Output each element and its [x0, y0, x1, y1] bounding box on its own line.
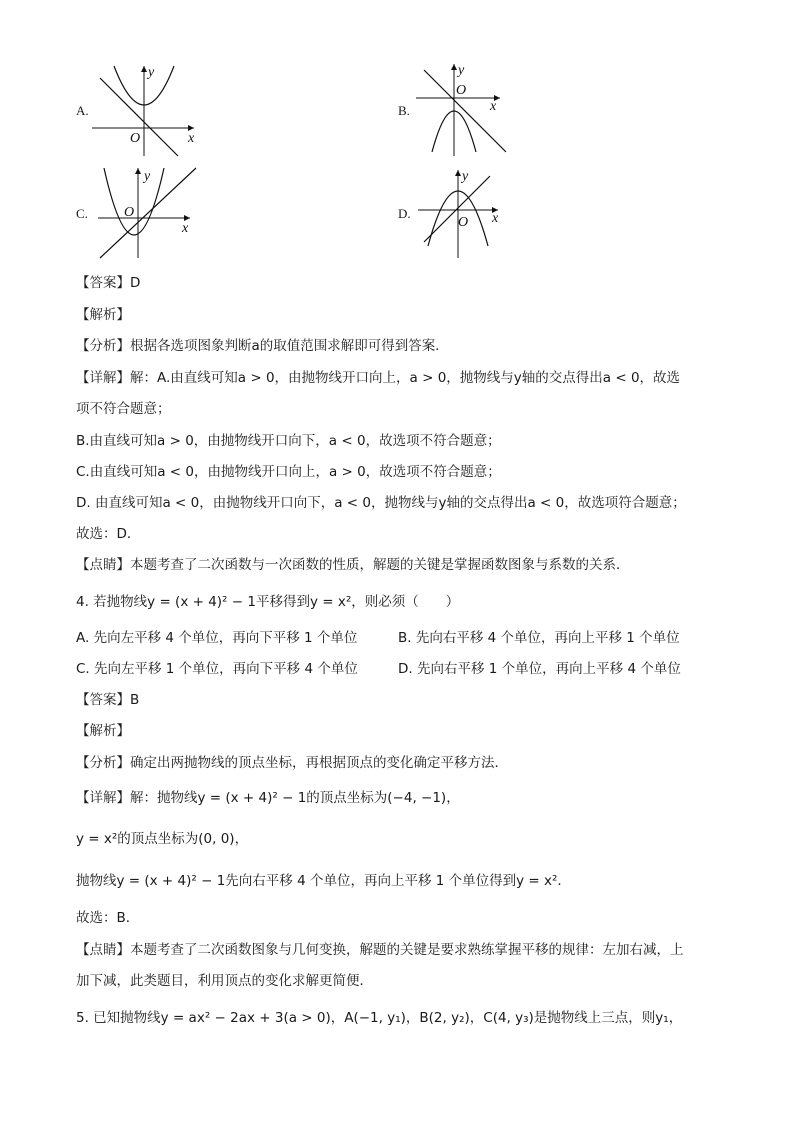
graph-option-b	[416, 60, 526, 158]
q4-dianjing-1: 【点睛】本题考查了二次函数图象与几何变换，解题的关键是要求熟练掌握平移的规律：左加右减，上	[76, 942, 684, 958]
q3-fenxi: 【分析】根据各选项图象判断a的取值范围求解即可得到答案．	[76, 338, 449, 354]
axis-x-label: x	[188, 131, 195, 146]
q4-stem: 4. 若抛物线y = (x + 4)² − 1平移得到y = x²，则必须（ ）	[76, 594, 460, 610]
q3-answer: 【答案】D	[76, 275, 141, 291]
q4-xiangjie-3: 抛物线y = (x + 4)² − 1先向右平移 4 个单位，再向上平移 1 个单位得到y = x²．	[76, 873, 571, 889]
q4-analysis-header: 【解析】	[76, 723, 130, 739]
q3-xiangjie-2: 项不符合题意；	[76, 401, 171, 417]
q4-option-a: A. 先向左平移 4 个单位，再向下平移 1 个单位	[76, 630, 358, 646]
q4-option-b: B. 先向右平移 4 个单位，再向上平移 1 个单位	[398, 630, 680, 646]
axis-x-label: x	[492, 211, 499, 226]
origin-label: O	[130, 131, 141, 146]
q4-option-c: C. 先向左平移 1 个单位，再向下平移 4 个单位	[76, 661, 358, 677]
origin-label: O	[124, 205, 135, 220]
q3-choose: 故选：D．	[76, 526, 141, 542]
q4-fenxi: 【分析】确定出两抛物线的顶点坐标，再根据顶点的变化确定平移方法．	[76, 755, 508, 771]
q4-xiangjie-2: y = x²的顶点坐标为(0, 0)，	[76, 831, 249, 847]
q3-xiangjie-1: 【详解】解：A.由直线可知a > 0，由抛物线开口向上，a > 0，抛物线与y轴的交点得出a < 0，故选	[76, 370, 681, 386]
option-b-label: B.	[398, 103, 410, 118]
q5-stem: 5. 已知抛物线y = ax² − 2ax + 3(a > 0)，A(−1, y₁)，B(2, y₂)，C(4, y₃)是抛物线上三点，则y₁，	[76, 1010, 683, 1026]
axis-x-label: x	[182, 221, 189, 236]
axis-y-label: y	[144, 169, 151, 184]
axis-x-label: x	[490, 99, 497, 114]
graph-option-c	[92, 162, 202, 262]
option-a-label: A.	[76, 103, 89, 118]
origin-label: O	[456, 83, 467, 98]
q4-option-d: D. 先向右平移 1 个单位，再向上平移 4 个单位	[398, 661, 681, 677]
axis-y-label: y	[462, 169, 469, 184]
option-c-label: C.	[76, 206, 88, 221]
q4-xiangjie-1: 【详解】解：抛物线y = (x + 4)² − 1的顶点坐标为(−4, −1)，	[76, 790, 460, 806]
axis-y-label: y	[148, 65, 155, 80]
q3-xiangjie-4: C.由直线可知a < 0，由抛物线开口向上，a > 0，故选项不符合题意；	[76, 464, 501, 480]
axis-y-label: y	[458, 63, 465, 78]
option-d-label: D.	[398, 206, 411, 221]
q3-xiangjie-5: D. 由直线可知a < 0，由抛物线开口向下，a < 0，抛物线与y轴的交点得出a < 0，故选项符合题意；	[76, 495, 686, 511]
q3-analysis-header: 【解析】	[76, 307, 130, 323]
q3-xiangjie-3: B.由直线可知a > 0，由抛物线开口向下，a < 0，故选项不符合题意；	[76, 433, 501, 449]
q4-choose: 故选：B．	[76, 910, 140, 926]
graph-option-a	[92, 60, 202, 158]
graph-option-d	[414, 166, 524, 262]
q4-dianjing-2: 加下减，此类题目，利用顶点的变化求解更简便．	[76, 973, 373, 989]
q4-answer: 【答案】B	[76, 692, 140, 708]
origin-label: O	[458, 215, 469, 230]
q3-dianjing: 【点睛】本题考查了二次函数与一次函数的性质，解题的关键是掌握函数图象与系数的关系．	[76, 557, 630, 573]
